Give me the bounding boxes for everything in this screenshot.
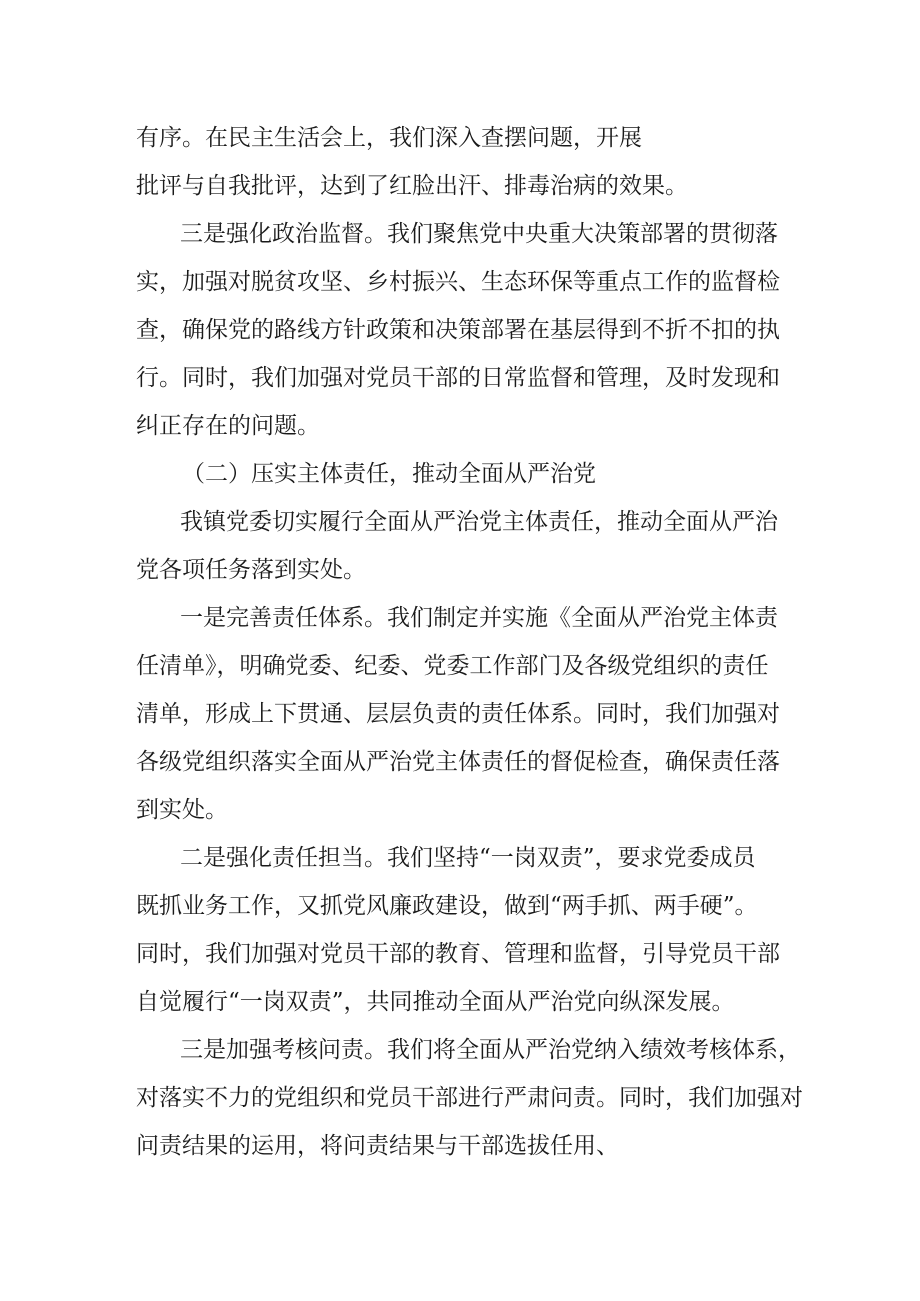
text-line-7: 纠正存在的问题。 — [136, 413, 320, 439]
text-line-22: 问责结果的运用，将问责结果与干部选拔任用、 — [136, 1133, 619, 1159]
text-line-1: 有序。在民主生活会上，我们深入查摆问题，开展 — [136, 125, 642, 151]
text-line-21: 对落实不力的党组织和党员干部进行严肃问责。同时，我们加强对 — [136, 1085, 803, 1111]
text-line-19: 自觉履行“一岗双责”，共同推动全面从严治党向纵深发展。 — [136, 989, 735, 1015]
text-line-15: 到实处。 — [136, 797, 228, 823]
text-line-16: 二是强化责任担当。我们坚持“一岗双责”，要求党委成员 — [180, 845, 756, 871]
text-line-17: 既抓业务工作，又抓党风廉政建设，做到“两手抓、两手硬”。 — [136, 893, 758, 919]
text-line-18: 同时，我们加强对党员干部的教育、管理和监督，引导党员干部 — [136, 941, 780, 967]
text-line-14: 各级党组织落实全面从严治党主体责任的督促检查，确保责任落 — [136, 749, 780, 775]
text-line-20: 三是加强考核问责。我们将全面从严治党纳入绩效考核体系， — [180, 1037, 801, 1063]
text-line-12: 任清单》，明确党委、纪委、党委工作部门及各级党组织的责任 — [136, 653, 769, 679]
text-line-9: 我镇党委切实履行全面从严治党主体责任，推动全面从严治 — [180, 509, 778, 535]
section-heading: （二）压实主体责任，推动全面从严治党 — [182, 461, 596, 487]
text-line-13: 清单，形成上下贯通、层层负责的责任体系。同时，我们加强对 — [136, 701, 780, 727]
text-line-3: 三是强化政治监督。我们聚焦党中央重大决策部署的贯彻落 — [180, 221, 778, 247]
text-line-2: 批评与自我批评，达到了红脸出汗、排毒治病的效果。 — [136, 173, 688, 199]
text-line-4: 实，加强对脱贫攻坚、乡村振兴、生态环保等重点工作的监督检 — [136, 269, 780, 295]
text-line-10: 党各项任务落到实处。 — [136, 557, 366, 583]
text-line-11: 一是完善责任体系。我们制定并实施《全面从严治党主体责 — [180, 605, 778, 631]
text-line-5: 查，确保党的路线方针政策和决策部署在基层得到不折不扣的执 — [136, 317, 780, 343]
text-line-6: 行。同时，我们加强对党员干部的日常监督和管理，及时发现和 — [136, 365, 780, 391]
